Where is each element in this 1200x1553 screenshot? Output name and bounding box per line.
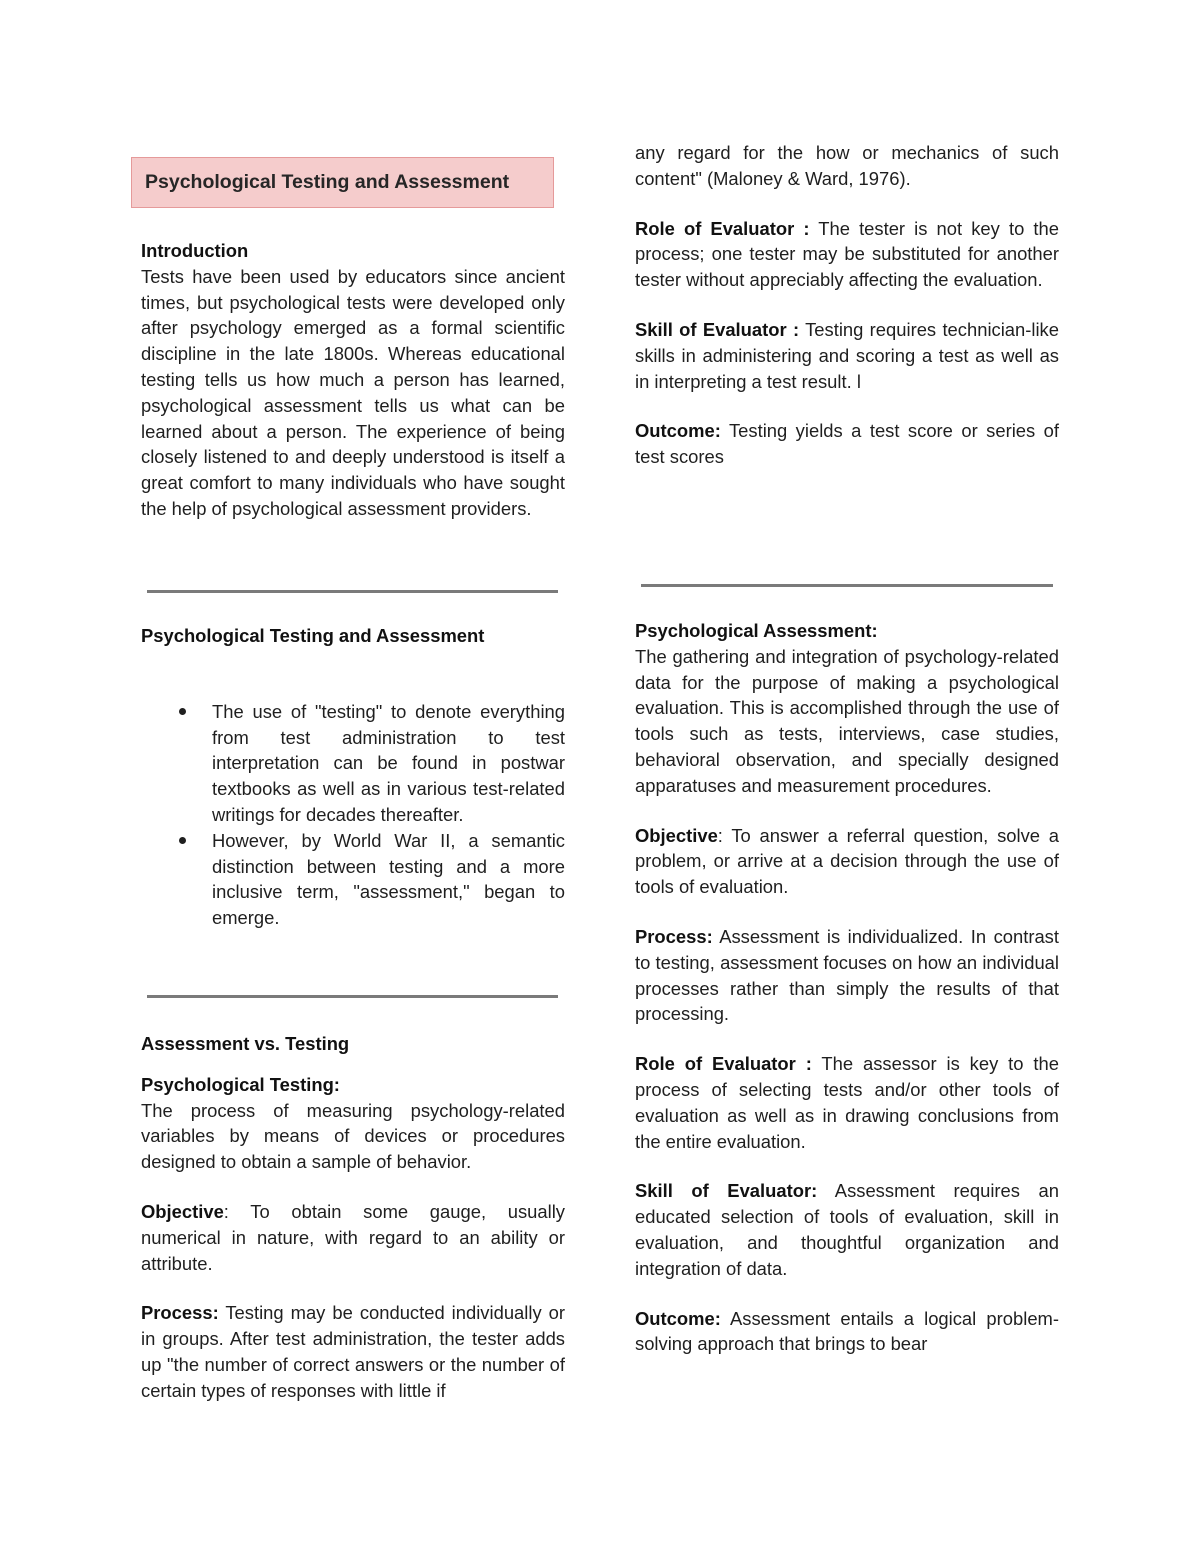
assessment-objective: Objective: To answer a referral question, solve a problem, or arrive at a decision through the use of tools of evaluation. [635,824,1059,898]
bullet-list [141,699,565,931]
title-banner [131,157,554,208]
continued-text: any regard for the how or mechanics of such content" (Maloney & Ward, 1976). [635,142,1059,189]
assessment-definition: The gathering and integration of psychology-related data for the purpose of making a psychological evaluation. This is accomplished through the use of tools such as tests, interviews, case studies, behavioral observation, and specially designed apparatuses and measurement procedures. [635,645,1059,796]
testing-process: Process: Testing may be conducted individually or in groups. After test administration, the tester adds up "the number of correct answers or the number of certain types of responses with little if [141,1302,565,1401]
list-item: However, by World War II, a semantic distinction between testing and a more inclusive term, "assessment," began to emerge. [141,828,565,931]
intro-heading: Introduction [141,240,249,261]
assessment-role: Role of Evaluator : The assessor is key to the process of selecting tests and/or other tools of evaluation as well as in drawing conclusions from the entire evaluation. [635,1053,1059,1152]
subsection-heading: Psychological Assessment: [635,620,878,641]
testing-assessment-section [141,623,565,931]
testing-outcome: Outcome: Testing yields a test score or series of test scores [635,420,1059,468]
testing-role: Role of Evaluator : The tester is not key to the process; one tester may be substituted for another tester without appreciably affecting the evaluation. [635,217,1059,291]
testing-definition: The process of measuring psychology-related variables by means of devices or procedures designed to obtain a sample of behavior. [141,1099,565,1173]
title-banner-text: Psychological Testing and Assessment [145,171,510,193]
assessment-vs-testing-section [141,1031,565,1404]
section-heading: Psychological Testing and Assessment [141,625,485,646]
testing-skill: Skill of Evaluator : Testing requires technician-like skills in administering and scoring a test as well as in interpreting a test result. l [635,318,1059,392]
assessment-process: Process: Assessment is individualized. In contrast to testing, assessment focuses on how an individual processes rather than simply the results of that processing. [635,925,1059,1025]
bullet-icon [179,708,186,715]
intro-section [141,238,565,522]
section-divider [147,995,558,998]
assessment-skill: Skill of Evaluator: Assessment requires an educated selection of tools of evaluation, skill in evaluation, and thoughtful organization and integration of data. [635,1180,1059,1279]
testing-continued-section [635,140,1059,470]
assessment-outcome: Outcome: Assessment entails a logical problem-solving approach that brings to bear [635,1307,1059,1355]
assessment-section [635,618,1059,1357]
section-heading: Assessment vs. Testing [141,1033,350,1054]
subsection-heading: Psychological Testing: [141,1073,340,1095]
section-divider [641,584,1053,587]
intro-paragraph: Tests have been used by educators since ancient times, but psychological tests were developed only after psychology emerged as a formal scientific discipline in the late 1800s. Whereas educational testing tells us how much a person has learned, psychological assessment tells us what can be learned about a person. The experience of being closely listened to and deeply understood is itself a great comfort to many individuals who have sought the help of psychological assessment providers. [141,265,565,519]
testing-objective: Objective: To obtain some gauge, usually numerical in nature, with regard to an ability or attribute. [141,1200,565,1274]
list-item: The use of "testing" to denote everything from test administration to test interpretation can be found in postwar textbooks as well as in various test-related writings for decades thereafter. [141,699,565,828]
bullet-icon [179,837,186,844]
section-divider [147,590,558,593]
